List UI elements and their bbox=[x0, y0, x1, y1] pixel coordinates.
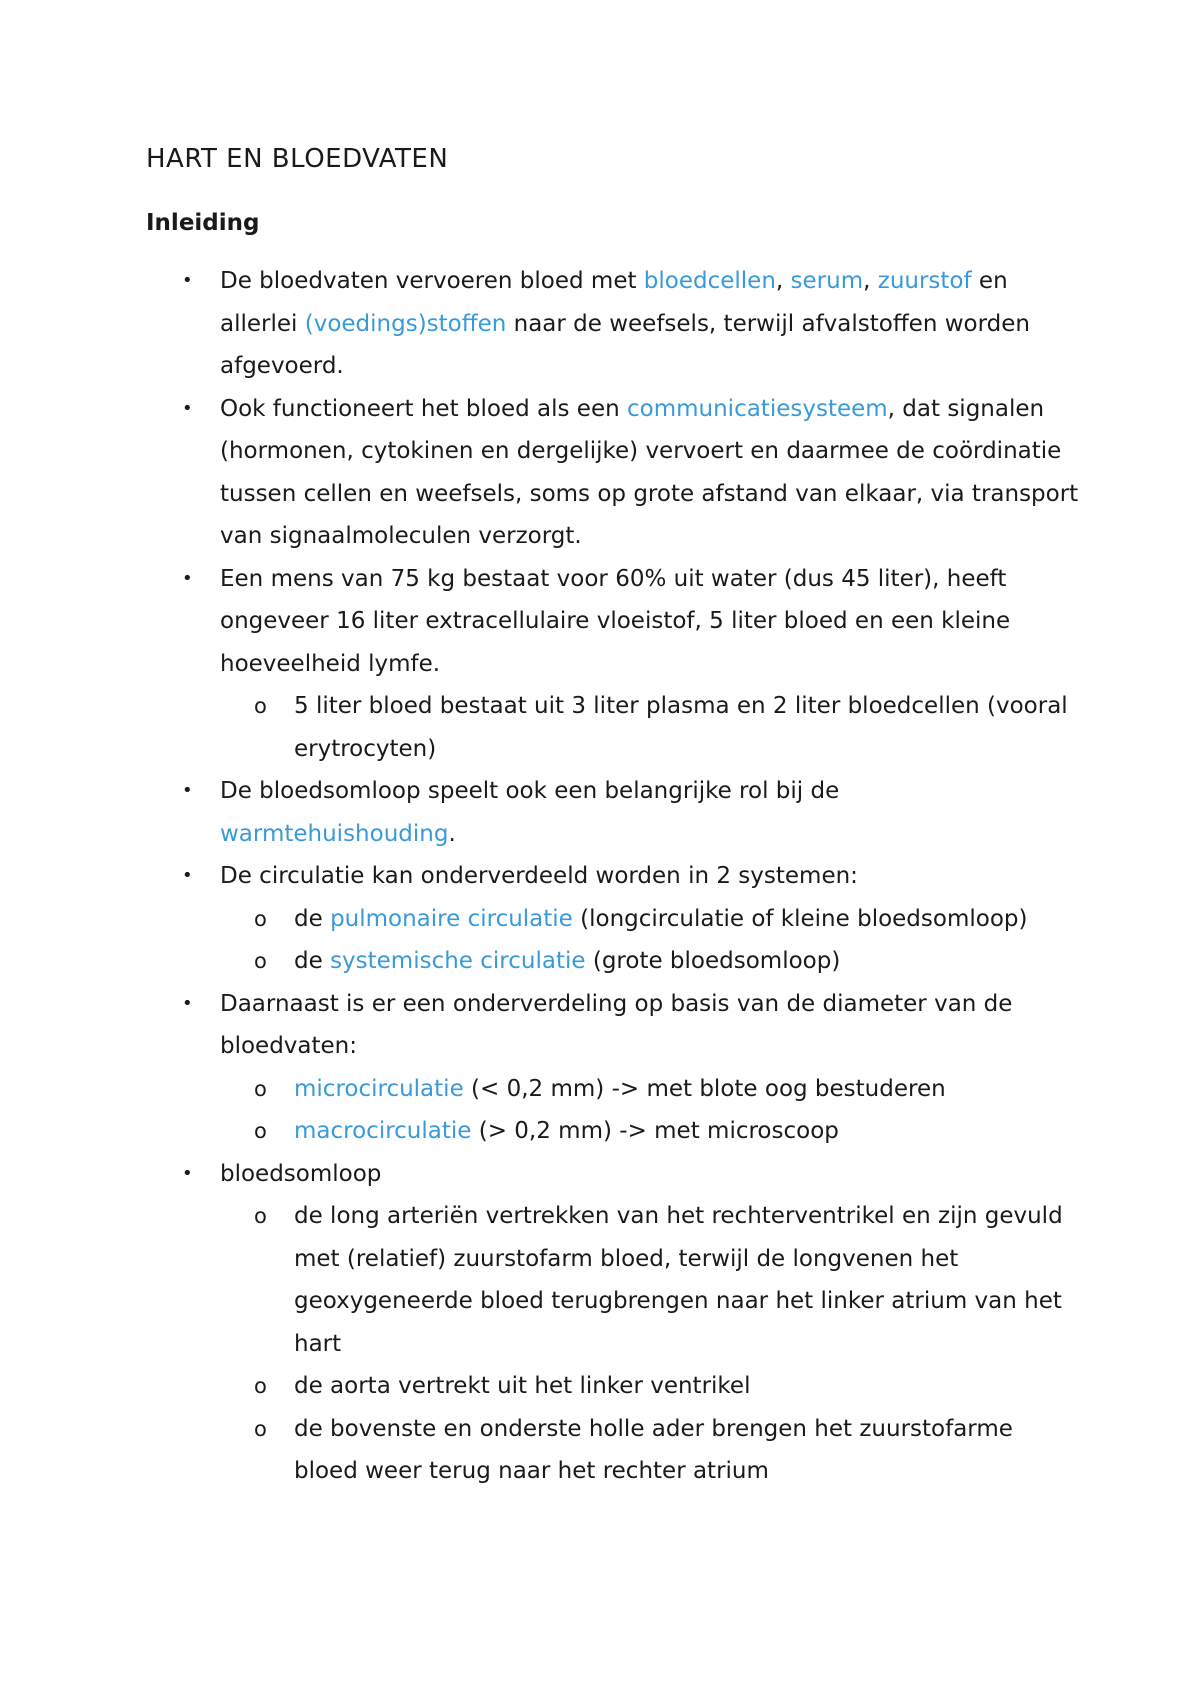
sub-list-item-text bbox=[294, 1076, 946, 1102]
sub-list-item bbox=[220, 1068, 1080, 1111]
list-item bbox=[146, 388, 1080, 558]
text-segment: , bbox=[775, 268, 791, 294]
list-item-text bbox=[220, 863, 858, 889]
list-item-text bbox=[220, 778, 839, 847]
highlighted-term: warmtehuishouding bbox=[220, 820, 449, 847]
text-segment: (> 0,2 mm) -> met microscoop bbox=[471, 1118, 839, 1144]
text-segment: De circulatie kan onderverdeeld worden in 2 systemen: bbox=[220, 863, 858, 889]
text-segment: (grote bloedsomloop) bbox=[585, 948, 841, 974]
list-item-text bbox=[220, 396, 1078, 550]
bullet-icon: • bbox=[182, 865, 193, 886]
text-segment: de bbox=[294, 905, 331, 932]
list-item bbox=[146, 260, 1080, 388]
sub-list-item-text bbox=[294, 948, 840, 974]
sub-list bbox=[220, 1068, 1080, 1153]
highlighted-term: communicatiesysteem bbox=[627, 395, 888, 422]
text-segment: de long arteriën vertrekken van het rechterventrikel en zijn gevuld met (relatief) zuurstofarm bloed, terwijl de longvenen het geoxygeneerde bloed terugbrengen naar het linker atrium van het hart bbox=[294, 1203, 1063, 1357]
list-item bbox=[146, 558, 1080, 771]
circle-bullet-icon: o bbox=[254, 949, 267, 973]
sub-list-item bbox=[220, 1365, 1080, 1408]
circle-bullet-icon: o bbox=[254, 694, 267, 718]
sub-list-item-text bbox=[294, 693, 1068, 762]
text-segment: De bloedvaten vervoeren bloed met bbox=[220, 268, 644, 294]
text-segment: naar de weefsels, terwijl afvalstoffen worden afgevoerd. bbox=[220, 310, 1030, 379]
bullet-icon: • bbox=[182, 397, 193, 419]
sub-list bbox=[220, 685, 1080, 770]
list-item bbox=[146, 1153, 1080, 1493]
bullet-icon: • bbox=[182, 780, 193, 801]
text-segment: (longcirculatie of kleine bloedsomloop) bbox=[572, 905, 1028, 932]
text-segment: de bovenste en onderste holle ader brengen het zuurstofarme bloed weer terug naar het rechter atrium bbox=[294, 1415, 1013, 1484]
highlighted-term: microcirculatie bbox=[294, 1075, 464, 1102]
bullet-icon: • bbox=[182, 567, 193, 589]
sub-list-item bbox=[220, 898, 1080, 941]
highlighted-term: systemische circulatie bbox=[330, 948, 586, 974]
text-segment: 5 liter bloed bestaat uit 3 liter plasma en 2 liter bloedcellen (vooral erytrocyten) bbox=[294, 693, 1068, 762]
highlighted-term: serum bbox=[790, 268, 864, 294]
highlighted-term: (voedings)stoffen bbox=[304, 310, 507, 337]
text-segment: , dat signalen (hormonen, cytokinen en dergelijke) vervoert en daarmee de coördinatie tussen cellen en weefsels, soms op grote afstand van elkaar, via transport van signaalmoleculen verzorgt. bbox=[220, 395, 1079, 549]
highlighted-term: zuurstof bbox=[877, 268, 972, 294]
text-segment: De bloedsomloop speelt ook een belangrijke rol bij de bbox=[220, 778, 840, 804]
text-segment: de bbox=[294, 948, 331, 974]
bullet-icon: • bbox=[182, 992, 193, 1014]
circle-bullet-icon: o bbox=[254, 1119, 267, 1143]
text-segment: . bbox=[448, 820, 456, 847]
sub-list-item bbox=[220, 1110, 1080, 1153]
list-item bbox=[146, 983, 1080, 1153]
list-item-text bbox=[220, 566, 1010, 677]
circle-bullet-icon: o bbox=[254, 1416, 267, 1441]
text-segment: Een mens van 75 kg bestaat voor 60% uit water (dus 45 liter), heeft ongeveer 16 liter extracellulaire vloeistof, 5 liter bloed en een kleine hoeveelheid lymfe. bbox=[220, 565, 1011, 677]
sub-list-item-text bbox=[294, 1203, 1063, 1357]
section-heading: Inleiding bbox=[146, 210, 260, 236]
text-segment: (< 0,2 mm) -> met blote oog bestuderen bbox=[463, 1075, 946, 1102]
text-segment: Ook functioneert het bloed als een bbox=[220, 395, 627, 422]
list-item bbox=[146, 855, 1080, 983]
sub-list-item-text bbox=[294, 1118, 839, 1144]
bullet-list bbox=[146, 260, 1080, 1493]
bullet-icon: • bbox=[182, 270, 193, 291]
list-item-text bbox=[220, 268, 1030, 379]
list-item-text bbox=[220, 991, 1012, 1060]
sub-list-item bbox=[220, 940, 1080, 983]
sub-list-item-text bbox=[294, 1373, 750, 1399]
bullet-icon: • bbox=[182, 1162, 193, 1184]
sub-list bbox=[220, 1195, 1080, 1493]
highlighted-term: bloedcellen bbox=[643, 268, 776, 294]
highlighted-term: macrocirculatie bbox=[294, 1118, 472, 1144]
text-segment: bloedsomloop bbox=[220, 1160, 382, 1187]
sub-list-item bbox=[220, 1408, 1080, 1493]
text-segment: , bbox=[863, 268, 878, 294]
sub-list-item bbox=[220, 685, 1080, 770]
sub-list-item-text bbox=[294, 1416, 1013, 1485]
text-segment: Daarnaast is er een onderverdeling op basis van de diameter van de bloedvaten: bbox=[220, 990, 1013, 1059]
list-item bbox=[146, 770, 1080, 855]
highlighted-term: pulmonaire circulatie bbox=[330, 905, 573, 932]
circle-bullet-icon: o bbox=[254, 1076, 267, 1101]
text-segment: en allerlei bbox=[220, 268, 1008, 337]
text-segment: de aorta vertrekt uit het linker ventrikel bbox=[294, 1373, 751, 1399]
list-item-text bbox=[220, 1161, 381, 1187]
circle-bullet-icon: o bbox=[254, 1374, 267, 1398]
document-title: HART EN BLOEDVATEN bbox=[146, 144, 449, 174]
sub-list-item bbox=[220, 1195, 1080, 1365]
circle-bullet-icon: o bbox=[254, 1204, 267, 1228]
circle-bullet-icon: o bbox=[254, 906, 267, 931]
sub-list bbox=[220, 898, 1080, 983]
sub-list-item-text bbox=[294, 906, 1027, 932]
